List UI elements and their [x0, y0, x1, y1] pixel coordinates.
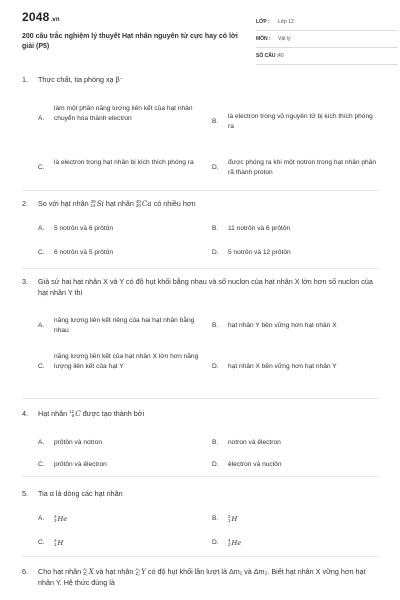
- question-stem: [22, 408, 382, 419]
- meta-value: Lớp 12: [278, 19, 294, 25]
- option-letter: A.: [38, 115, 45, 122]
- question-1: [22, 74, 382, 192]
- isotope-notation: [83, 568, 88, 577]
- isotope-notation: [69, 410, 74, 419]
- option-text: [228, 538, 241, 549]
- isotope-mass: 2: [228, 513, 231, 519]
- option-text: 6 notrôn và 5 prôtôn: [54, 249, 114, 256]
- isotope-mass: A₁: [83, 566, 88, 572]
- question-number: 5.: [22, 489, 28, 498]
- option-letter: D.: [212, 249, 219, 256]
- option-letter: C.: [38, 539, 45, 546]
- isotope-mass: 3: [54, 513, 57, 519]
- site-logo[interactable]: 2048.vn: [22, 10, 60, 24]
- isotope-atomic: 1: [228, 518, 231, 524]
- isotope-symbol: H: [57, 539, 64, 547]
- isotope-mass: A₂: [135, 566, 141, 572]
- isotope-notation: [228, 539, 231, 548]
- meta-value: 40: [278, 53, 284, 59]
- isotope-notation: [136, 200, 141, 209]
- meta-row-subject: [256, 33, 398, 48]
- option-letter: D.: [212, 363, 219, 370]
- option-text: [228, 514, 237, 525]
- question-2: [22, 198, 382, 268]
- meta-row-class: [256, 16, 398, 31]
- option-letter: B.: [212, 439, 219, 446]
- isotope-notation: [54, 539, 57, 548]
- question-text: Hạt nhân: [38, 409, 68, 418]
- option-letter: C.: [38, 363, 45, 370]
- option-text: 11 notrôn và 6 prôtôn: [228, 225, 291, 232]
- isotope-symbol: X: [88, 567, 94, 576]
- option-text: notron và êlectron: [228, 439, 281, 446]
- document-title: 200 câu trắc nghiệm lý thuyết Hạt nhân nguyên tử cực hay có lời giải (P5): [22, 33, 238, 50]
- meta-value: Vật lý: [278, 36, 291, 42]
- question-stem: [22, 276, 383, 298]
- question-stem: [22, 566, 383, 588]
- isotope-mass: 40: [135, 198, 141, 204]
- isotope-notation: [54, 515, 57, 524]
- question-divider: [22, 268, 380, 269]
- option-letter: D.: [212, 164, 219, 171]
- isotope-atomic: 2: [228, 542, 231, 548]
- document-meta: [256, 16, 398, 67]
- question-text: So với hạt nhân: [38, 199, 89, 208]
- option-letter: D.: [212, 539, 219, 546]
- question-number: 1.: [22, 75, 28, 84]
- option-letter: A.: [38, 225, 45, 232]
- meta-label: MÔN :: [256, 36, 271, 42]
- question-text: Cho hạt nhân: [38, 567, 82, 576]
- option-text: hạt nhân X bền vững hơn hạt nhân Y: [228, 363, 337, 370]
- isotope-mass: 29: [90, 198, 96, 204]
- isotope-atomic: Z₁: [83, 571, 88, 577]
- isotope-symbol: Ca: [141, 199, 152, 208]
- question-number: 4.: [22, 409, 28, 418]
- option-text: 5 notrôn và 12 prôtôn: [228, 249, 291, 256]
- option-letter: A.: [38, 439, 45, 446]
- isotope-notation: [135, 568, 140, 577]
- question-4: [22, 408, 382, 478]
- option-letter: C.: [38, 461, 45, 468]
- option-letter: B.: [212, 322, 219, 329]
- option-text: 5 notrôn và 6 prôtôn: [54, 225, 114, 232]
- isotope-atomic: 14: [90, 203, 96, 209]
- option-letter: B.: [212, 225, 219, 232]
- question-divider: [22, 476, 380, 477]
- question-text: Thực chất, tia phóng xạ β⁻: [38, 75, 124, 84]
- question-stem: [22, 488, 382, 499]
- option-text: prôtôn và êlectron: [54, 461, 107, 468]
- meta-row-count: [256, 50, 398, 65]
- option-text: hạt nhân Y bền vững hơn hạt nhân X: [228, 322, 337, 329]
- option-letter: B.: [212, 515, 219, 522]
- option-text: năng lượng liên kết riêng của hai hạt nhân bằng nhau: [54, 317, 195, 334]
- option-letter: C.: [38, 249, 45, 256]
- question-divider: [22, 190, 380, 191]
- isotope-atomic: 20: [135, 203, 141, 209]
- option-letter: B.: [212, 118, 219, 125]
- isotope-symbol: Si: [96, 199, 104, 208]
- question-stem: [22, 74, 382, 85]
- question-number: 6.: [22, 567, 28, 576]
- option-text: làm một phần năng lượng liên kết của hạt nhân chuyển hóa thành electron: [54, 105, 193, 122]
- option-letter: A.: [38, 515, 45, 522]
- question-5: [22, 488, 382, 558]
- option-text: năng lượng liên kết của hạt nhân X lớn hơn năng lượng liên kết của hạt Y: [54, 353, 199, 370]
- option-letter: C.: [38, 164, 45, 171]
- isotope-atomic: Z₂: [135, 571, 141, 577]
- document-header: [22, 10, 382, 62]
- question-number: 3.: [22, 277, 28, 286]
- isotope-symbol: C: [75, 409, 81, 418]
- isotope-symbol: H: [231, 515, 238, 523]
- meta-label: SỐ CÂU :: [256, 53, 279, 59]
- question-text: có nhiều hơn: [153, 199, 196, 208]
- question-text: hạt nhân: [105, 199, 134, 208]
- option-text: được phóng ra khi một notron trong hạt nhân phân rã thành proton: [228, 159, 377, 176]
- option-text: là electron trong vỏ nguyên tử bị kích thích phóng ra: [228, 113, 373, 130]
- isotope-atomic: 1: [54, 542, 57, 548]
- isotope-symbol: He: [231, 539, 242, 547]
- option-text: là electron trong hạt nhân bị kích thích phóng ra: [54, 159, 194, 166]
- isotope-symbol: Y: [141, 567, 146, 576]
- option-text: êlectron và nuclôn: [228, 461, 282, 468]
- isotope-notation: [228, 515, 231, 524]
- isotope-mass: 12: [69, 408, 75, 414]
- question-text: và hạt nhân: [95, 567, 134, 576]
- isotope-atomic: 6: [71, 413, 75, 419]
- isotope-atomic: 2: [54, 518, 57, 524]
- question-divider: [22, 398, 380, 399]
- meta-label: LỚP :: [256, 19, 270, 25]
- question-text: có độ hụt khối lần lượt là Δm₁ và Δm₂. Biết hạt nhân X vững hơn hạt nhân Y. Hệ thức đúng là: [38, 567, 366, 587]
- question-6: [22, 566, 382, 598]
- option-letter: A.: [38, 322, 45, 329]
- question-text: được tạo thành bởi: [82, 409, 145, 418]
- question-3: [22, 276, 382, 398]
- question-stem: [22, 198, 382, 209]
- question-number: 2.: [22, 199, 28, 208]
- isotope-mass: 4: [228, 537, 231, 543]
- option-text: [54, 538, 63, 549]
- question-text: Tia α là dòng các hạt nhân: [38, 489, 123, 498]
- question-divider: [22, 556, 380, 557]
- option-text: [54, 514, 67, 525]
- isotope-mass: 3: [54, 537, 57, 543]
- option-letter: D.: [212, 461, 219, 468]
- isotope-notation: [91, 200, 96, 209]
- isotope-symbol: He: [57, 515, 68, 523]
- option-text: prôtôn và notron: [54, 439, 103, 446]
- question-text: Giả sử hai hạt nhân X và Y có độ hụt khối bằng nhau và số nuclon của hạt nhân X lớn hơn số nuclon của hạt nhân Y thì: [38, 277, 373, 297]
